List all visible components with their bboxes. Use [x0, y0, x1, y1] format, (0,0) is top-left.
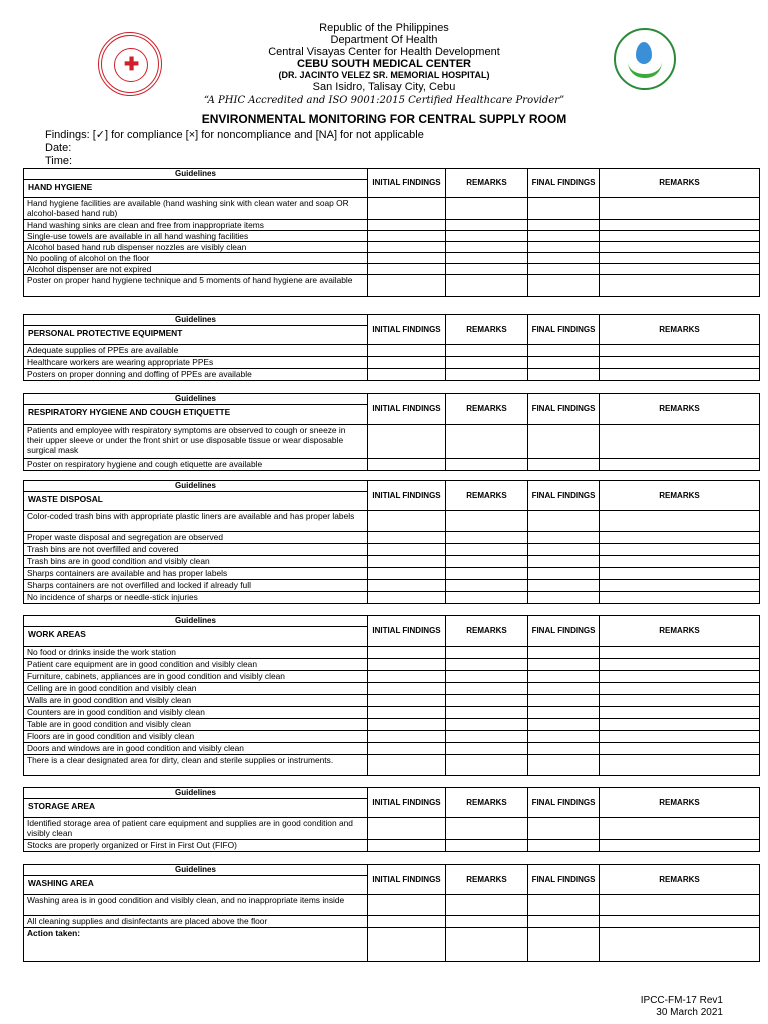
- remarks-cell-2[interactable]: [600, 532, 760, 544]
- guideline-item: Counters are in good condition and visibly clean: [24, 707, 368, 719]
- remarks-header-2: REMARKS: [600, 394, 760, 425]
- remarks-cell[interactable]: [446, 556, 528, 568]
- remarks-cell[interactable]: [446, 544, 528, 556]
- remarks-cell[interactable]: [446, 532, 528, 544]
- remarks-cell-2[interactable]: [600, 275, 760, 297]
- table-row: [24, 707, 760, 719]
- guideline-item: Doors and windows are in good condition and visibly clean: [24, 743, 368, 755]
- remarks-cell[interactable]: [446, 743, 528, 755]
- header-republic: Republic of the Philippines: [319, 22, 449, 34]
- final-findings-cell[interactable]: [528, 231, 600, 242]
- initial-findings-cell[interactable]: [368, 556, 446, 568]
- initial-findings-header: INITIAL FINDINGS: [368, 169, 446, 198]
- checklist-table-0: [23, 168, 760, 297]
- remarks-cell-2[interactable]: [600, 556, 760, 568]
- form-code: IPCC-FM-17 Rev1: [640, 995, 723, 1006]
- form-date: 30 March 2021: [656, 1007, 723, 1018]
- remarks-header-2: REMARKS: [600, 788, 760, 818]
- guideline-item: No pooling of alcohol on the floor: [24, 253, 368, 264]
- final-findings-cell[interactable]: [528, 683, 600, 695]
- initial-findings-cell[interactable]: [368, 731, 446, 743]
- remarks-header: REMARKS: [446, 616, 528, 647]
- guideline-item: Poster on proper hand hygiene technique and 5 moments of hand hygiene are available: [24, 275, 368, 297]
- table-row: [24, 264, 760, 275]
- final-findings-cell[interactable]: [528, 895, 600, 916]
- remarks-cell[interactable]: [446, 659, 528, 671]
- remarks-cell[interactable]: [446, 818, 528, 840]
- final-findings-header: FINAL FINDINGS: [528, 315, 600, 345]
- initial-findings-cell[interactable]: [368, 369, 446, 381]
- table-row: [24, 647, 760, 659]
- time-label: Time:: [45, 155, 73, 167]
- section-title: HAND HYGIENE: [28, 182, 93, 192]
- table-row: [24, 840, 760, 852]
- remarks-cell-2[interactable]: [600, 459, 760, 471]
- table-row: [24, 425, 760, 459]
- initial-findings-cell[interactable]: [368, 425, 446, 459]
- remarks-cell[interactable]: [446, 425, 528, 459]
- guideline-item: Sharps containers are not overfilled and locked if already full: [24, 580, 368, 592]
- initial-findings-cell[interactable]: [368, 916, 446, 928]
- guideline-item: Single-use towels are available in all hand washing facilities: [24, 231, 368, 242]
- remarks-cell-2[interactable]: [600, 220, 760, 231]
- remarks-cell-2[interactable]: [600, 345, 760, 357]
- header-address: San Isidro, Talisay City, Cebu: [312, 81, 456, 93]
- remarks-cell-2[interactable]: [600, 895, 760, 916]
- guideline-item: There is a clear designated area for dirty, clean and sterile supplies or instruments.: [24, 755, 368, 776]
- remarks-header: REMARKS: [446, 788, 528, 818]
- guideline-item: Trash bins are in good condition and visibly clean: [24, 556, 368, 568]
- guideline-item: Color-coded trash bins with appropriate plastic liners are available and has proper labels: [24, 511, 368, 532]
- initial-findings-cell[interactable]: [368, 707, 446, 719]
- final-findings-cell[interactable]: [528, 242, 600, 253]
- final-findings-cell[interactable]: [528, 345, 600, 357]
- remarks-cell[interactable]: [446, 671, 528, 683]
- remarks-cell-2[interactable]: [600, 647, 760, 659]
- remarks-header: REMARKS: [446, 315, 528, 345]
- initial-findings-header: INITIAL FINDINGS: [368, 394, 446, 425]
- table-row: [24, 743, 760, 755]
- initial-findings-cell[interactable]: [368, 695, 446, 707]
- final-findings-cell[interactable]: [528, 580, 600, 592]
- guidelines-header: [24, 169, 368, 198]
- guidelines-header: [24, 481, 368, 511]
- initial-findings-cell[interactable]: [368, 220, 446, 231]
- remarks-header-2: REMARKS: [600, 865, 760, 895]
- remarks-cell[interactable]: [446, 695, 528, 707]
- initial-findings-cell[interactable]: [368, 671, 446, 683]
- checklist-table-1: [23, 314, 760, 381]
- table-row: [24, 231, 760, 242]
- remarks-cell[interactable]: [446, 231, 528, 242]
- remarks-cell[interactable]: [446, 731, 528, 743]
- header-hospital: CEBU SOUTH MEDICAL CENTER: [297, 58, 471, 70]
- section-title: WASHING AREA: [28, 878, 94, 888]
- remarks-cell-2[interactable]: [600, 840, 760, 852]
- guideline-item: Poster on respiratory hygiene and cough etiquette are available: [24, 459, 368, 471]
- table-row: [24, 719, 760, 731]
- guideline-item: Patient care equipment are in good condition and visibly clean: [24, 659, 368, 671]
- initial-findings-cell[interactable]: [368, 242, 446, 253]
- guideline-item: Action taken:: [24, 928, 368, 962]
- remarks-cell[interactable]: [446, 459, 528, 471]
- guideline-item: No incidence of sharps or needle-stick injuries: [24, 592, 368, 604]
- guideline-item: Furniture, cabinets, appliances are in good condition and visibly clean: [24, 671, 368, 683]
- initial-findings-cell[interactable]: [368, 580, 446, 592]
- table-row: [24, 544, 760, 556]
- final-findings-cell[interactable]: [528, 647, 600, 659]
- initial-findings-cell[interactable]: [368, 592, 446, 604]
- remarks-cell-2[interactable]: [600, 707, 760, 719]
- hospital-seal-logo: ✚: [98, 32, 162, 96]
- final-findings-cell[interactable]: [528, 755, 600, 776]
- final-findings-header: FINAL FINDINGS: [528, 481, 600, 511]
- final-findings-cell[interactable]: [528, 671, 600, 683]
- table-row: [24, 592, 760, 604]
- remarks-cell[interactable]: [446, 198, 528, 220]
- checklist-table-2: [23, 393, 760, 471]
- header-hospital-alt: (DR. JACINTO VELEZ SR. MEMORIAL HOSPITAL): [278, 70, 490, 80]
- table-row: [24, 532, 760, 544]
- guideline-item: Floors are in good condition and visibly clean: [24, 731, 368, 743]
- guideline-item: All cleaning supplies and disinfectants are placed above the floor: [24, 916, 368, 928]
- remarks-cell-2[interactable]: [600, 425, 760, 459]
- initial-findings-cell[interactable]: [368, 568, 446, 580]
- table-row: [24, 755, 760, 776]
- remarks-cell-2[interactable]: [600, 928, 760, 962]
- remarks-cell[interactable]: [446, 707, 528, 719]
- guidelines-label: Guidelines: [24, 616, 367, 627]
- page-title: ENVIRONMENTAL MONITORING FOR CENTRAL SUPPLY ROOM: [201, 112, 567, 126]
- guideline-item: Hand washing sinks are clean and free from inappropriate items: [24, 220, 368, 231]
- initial-findings-cell[interactable]: [368, 459, 446, 471]
- table-row: [24, 253, 760, 264]
- guideline-item: Proper waste disposal and segregation are observed: [24, 532, 368, 544]
- remarks-cell[interactable]: [446, 580, 528, 592]
- table-row: [24, 511, 760, 532]
- final-findings-cell[interactable]: [528, 707, 600, 719]
- initial-findings-cell[interactable]: [368, 743, 446, 755]
- table-row: [24, 568, 760, 580]
- final-findings-cell[interactable]: [528, 916, 600, 928]
- guidelines-header: [24, 394, 368, 425]
- initial-findings-cell[interactable]: [368, 544, 446, 556]
- remarks-cell-2[interactable]: [600, 198, 760, 220]
- remarks-cell[interactable]: [446, 840, 528, 852]
- remarks-cell-2[interactable]: [600, 231, 760, 242]
- initial-findings-cell[interactable]: [368, 198, 446, 220]
- guidelines-label: Guidelines: [24, 481, 367, 492]
- remarks-header: REMARKS: [446, 169, 528, 198]
- remarks-cell-2[interactable]: [600, 242, 760, 253]
- initial-findings-cell[interactable]: [368, 275, 446, 297]
- initial-findings-cell[interactable]: [368, 532, 446, 544]
- initial-findings-header: INITIAL FINDINGS: [368, 315, 446, 345]
- checklist-table-6: [23, 864, 760, 962]
- remarks-cell[interactable]: [446, 369, 528, 381]
- guideline-item: Alcohol dispenser are not expired: [24, 264, 368, 275]
- table-row: [24, 369, 760, 381]
- remarks-cell[interactable]: [446, 895, 528, 916]
- final-findings-header: FINAL FINDINGS: [528, 865, 600, 895]
- guideline-item: Hand hygiene facilities are available (hand washing sink with clean water and soap OR alcohol-based hand rub): [24, 198, 368, 220]
- initial-findings-header: INITIAL FINDINGS: [368, 865, 446, 895]
- guideline-item: Alcohol based hand rub dispenser nozzles are visibly clean: [24, 242, 368, 253]
- final-findings-cell[interactable]: [528, 357, 600, 369]
- section-title: WASTE DISPOSAL: [28, 494, 103, 504]
- final-findings-cell[interactable]: [528, 743, 600, 755]
- remarks-header-2: REMARKS: [600, 315, 760, 345]
- remarks-cell-2[interactable]: [600, 357, 760, 369]
- table-row: [24, 916, 760, 928]
- table-row: [24, 671, 760, 683]
- final-findings-cell[interactable]: [528, 695, 600, 707]
- final-findings-cell[interactable]: [528, 459, 600, 471]
- guideline-item: Celling are in good condition and visibly clean: [24, 683, 368, 695]
- table-row: [24, 895, 760, 916]
- initial-findings-cell[interactable]: [368, 928, 446, 962]
- final-findings-cell[interactable]: [528, 719, 600, 731]
- remarks-cell[interactable]: [446, 683, 528, 695]
- table-row: [24, 659, 760, 671]
- table-row: [24, 556, 760, 568]
- guidelines-label: Guidelines: [24, 394, 367, 405]
- section-title: RESPIRATORY HYGIENE AND COUGH ETIQUETTE: [28, 407, 231, 417]
- guidelines-header: [24, 788, 368, 818]
- remarks-cell-2[interactable]: [600, 264, 760, 275]
- final-findings-cell[interactable]: [528, 840, 600, 852]
- table-row: [24, 198, 760, 220]
- guideline-item: Table are in good condition and visibly clean: [24, 719, 368, 731]
- header-center: Central Visayas Center for Health Development: [268, 46, 500, 58]
- final-findings-cell[interactable]: [528, 275, 600, 297]
- table-row: [24, 345, 760, 357]
- final-findings-header: FINAL FINDINGS: [528, 788, 600, 818]
- remarks-cell-2[interactable]: [600, 743, 760, 755]
- final-findings-cell[interactable]: [528, 220, 600, 231]
- section-title: STORAGE AREA: [28, 801, 96, 811]
- guidelines-label: Guidelines: [24, 865, 367, 876]
- initial-findings-cell[interactable]: [368, 818, 446, 840]
- remarks-cell-2[interactable]: [600, 719, 760, 731]
- remarks-cell[interactable]: [446, 242, 528, 253]
- remarks-cell-2[interactable]: [600, 671, 760, 683]
- remarks-cell[interactable]: [446, 719, 528, 731]
- remarks-cell[interactable]: [446, 928, 528, 962]
- final-findings-header: FINAL FINDINGS: [528, 169, 600, 198]
- table-row: [24, 275, 760, 297]
- final-findings-cell[interactable]: [528, 264, 600, 275]
- remarks-cell-2[interactable]: [600, 683, 760, 695]
- final-findings-cell[interactable]: [528, 659, 600, 671]
- final-findings-cell[interactable]: [528, 818, 600, 840]
- remarks-cell-2[interactable]: [600, 659, 760, 671]
- initial-findings-header: INITIAL FINDINGS: [368, 788, 446, 818]
- final-findings-cell[interactable]: [528, 592, 600, 604]
- guidelines-header: [24, 616, 368, 647]
- remarks-cell[interactable]: [446, 592, 528, 604]
- checklist-table-3: [23, 480, 760, 604]
- remarks-cell-2[interactable]: [600, 580, 760, 592]
- remarks-cell[interactable]: [446, 568, 528, 580]
- remarks-cell-2[interactable]: [600, 592, 760, 604]
- table-row: [24, 220, 760, 231]
- section-title: WORK AREAS: [28, 629, 86, 639]
- final-findings-cell[interactable]: [528, 511, 600, 532]
- initial-findings-cell[interactable]: [368, 895, 446, 916]
- remarks-cell[interactable]: [446, 357, 528, 369]
- initial-findings-cell[interactable]: [368, 840, 446, 852]
- initial-findings-cell[interactable]: [368, 647, 446, 659]
- guideline-item: Stocks are properly organized or First in First Out (FIFO): [24, 840, 368, 852]
- guideline-item: Identified storage area of patient care equipment and supplies are in good condition and visibly clean: [24, 818, 368, 840]
- table-row: [24, 459, 760, 471]
- guideline-item: No food or drinks inside the work station: [24, 647, 368, 659]
- initial-findings-cell[interactable]: [368, 659, 446, 671]
- remarks-cell-2[interactable]: [600, 253, 760, 264]
- initial-findings-cell[interactable]: [368, 683, 446, 695]
- table-row: [24, 580, 760, 592]
- header-department: Department Of Health: [330, 34, 438, 46]
- remarks-cell-2[interactable]: [600, 695, 760, 707]
- initial-findings-cell[interactable]: [368, 253, 446, 264]
- table-row: [24, 683, 760, 695]
- remarks-cell-2[interactable]: [600, 568, 760, 580]
- guideline-item: Trash bins are not overfilled and covered: [24, 544, 368, 556]
- table-row: [24, 357, 760, 369]
- guidelines-label: Guidelines: [24, 788, 367, 799]
- guideline-item: Washing area is in good condition and visibly clean, and no inappropriate items inside: [24, 895, 368, 916]
- remarks-header: REMARKS: [446, 865, 528, 895]
- section-title: PERSONAL PROTECTIVE EQUIPMENT: [28, 328, 183, 338]
- initial-findings-cell[interactable]: [368, 755, 446, 776]
- final-findings-cell[interactable]: [528, 556, 600, 568]
- remarks-header-2: REMARKS: [600, 169, 760, 198]
- initial-findings-cell[interactable]: [368, 264, 446, 275]
- header-tagline: “A PHIC Accredited and ISO 9001:2015 Certified Healthcare Provider”: [203, 95, 565, 106]
- guideline-item: Walls are in good condition and visibly clean: [24, 695, 368, 707]
- remarks-header-2: REMARKS: [600, 481, 760, 511]
- guideline-item: Sharps containers are available and has proper labels: [24, 568, 368, 580]
- checklist-table-4: [23, 615, 760, 776]
- remarks-cell-2[interactable]: [600, 818, 760, 840]
- initial-findings-cell[interactable]: [368, 719, 446, 731]
- initial-findings-cell[interactable]: [368, 511, 446, 532]
- final-findings-cell[interactable]: [528, 369, 600, 381]
- remarks-cell-2[interactable]: [600, 544, 760, 556]
- guideline-item: Adequate supplies of PPEs are available: [24, 345, 368, 357]
- remarks-cell[interactable]: [446, 755, 528, 776]
- remarks-cell[interactable]: [446, 345, 528, 357]
- guidelines-header: [24, 315, 368, 345]
- remarks-cell[interactable]: [446, 511, 528, 532]
- table-row: [24, 928, 760, 962]
- table-row: [24, 818, 760, 840]
- initial-findings-header: INITIAL FINDINGS: [368, 616, 446, 647]
- footer: [641, 995, 723, 1019]
- guideline-item: Patients and employee with respiratory symptoms are observed to cough or sneeze in their upper sleeve or under the front shirt or use disposable tissue or wear disposable surgical mask: [24, 425, 368, 459]
- remarks-header: REMARKS: [446, 481, 528, 511]
- remarks-header: REMARKS: [446, 394, 528, 425]
- guidelines-header: [24, 865, 368, 895]
- remarks-cell[interactable]: [446, 916, 528, 928]
- initial-findings-cell[interactable]: [368, 357, 446, 369]
- table-row: [24, 695, 760, 707]
- final-findings-cell[interactable]: [528, 532, 600, 544]
- letterhead: [0, 22, 768, 106]
- remarks-cell-2[interactable]: [600, 916, 760, 928]
- guideline-item: Posters on proper donning and doffing of PPEs are available: [24, 369, 368, 381]
- remarks-cell-2[interactable]: [600, 369, 760, 381]
- final-findings-cell[interactable]: [528, 253, 600, 264]
- final-findings-cell[interactable]: [528, 198, 600, 220]
- guidelines-label: Guidelines: [24, 315, 367, 326]
- final-findings-header: FINAL FINDINGS: [528, 616, 600, 647]
- date-label: Date:: [45, 142, 72, 154]
- final-findings-header: FINAL FINDINGS: [528, 394, 600, 425]
- table-row: [24, 731, 760, 743]
- final-findings-cell[interactable]: [528, 928, 600, 962]
- remarks-cell-2[interactable]: [600, 511, 760, 532]
- final-findings-cell[interactable]: [528, 425, 600, 459]
- initial-findings-header: INITIAL FINDINGS: [368, 481, 446, 511]
- final-findings-cell[interactable]: [528, 568, 600, 580]
- remarks-cell[interactable]: [446, 647, 528, 659]
- initial-findings-cell[interactable]: [368, 231, 446, 242]
- remarks-cell[interactable]: [446, 275, 528, 297]
- remarks-header-2: REMARKS: [600, 616, 760, 647]
- checklist-table-5: [23, 787, 760, 852]
- remarks-cell[interactable]: [446, 264, 528, 275]
- final-findings-cell[interactable]: [528, 544, 600, 556]
- initial-findings-cell[interactable]: [368, 345, 446, 357]
- findings-block: [45, 129, 424, 168]
- remarks-cell-2[interactable]: [600, 731, 760, 743]
- guidelines-label: Guidelines: [24, 169, 367, 180]
- remarks-cell[interactable]: [446, 220, 528, 231]
- guideline-item: Healthcare workers are wearing appropriate PPEs: [24, 357, 368, 369]
- findings-legend: Findings: [✓] for compliance [×] for noncompliance and [NA] for not applicable: [45, 129, 424, 141]
- final-findings-cell[interactable]: [528, 731, 600, 743]
- remarks-cell-2[interactable]: [600, 755, 760, 776]
- remarks-cell[interactable]: [446, 253, 528, 264]
- table-row: [24, 242, 760, 253]
